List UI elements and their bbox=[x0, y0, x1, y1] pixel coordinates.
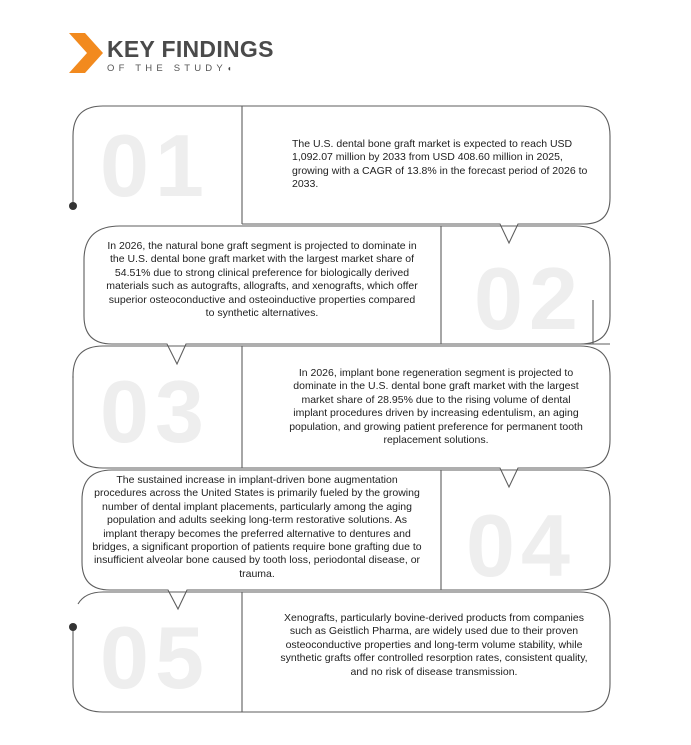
finding-04-text: The sustained increase in implant-driven bone augmentation procedures across the United States is primarily fueled by the growing number of dental implant placements, particularly among the aging population and adults seeking long-term restorative solutions. As implant therapy becomes the preferred alternative to dentures and bridges, a significant proportion of patients require bone grafting due to insufficient alveolar bone caused by tooth loss, periodontal disease, or trauma. bbox=[92, 474, 422, 580]
finding-05-number: 05 bbox=[100, 608, 210, 707]
finding-02-number: 02 bbox=[474, 249, 584, 348]
finding-01-text: The U.S. dental bone graft market is expected to reach USD 1,092.07 million by 2033 from USD 408.60 million in 2025, growing with a CAGR of 13.8% in the forecast period of 2026 to 2033. bbox=[292, 138, 588, 191]
finding-04-number: 04 bbox=[466, 496, 576, 595]
finding-03-number: 03 bbox=[100, 362, 210, 461]
finding-05-text: Xenografts, particularly bovine-derived products from companies such as Geistlich Pharma, are widely used due to their proven osteoconductive properties and long-term volume stability, while synthetic grafts offer controlled resorption rates, consistent quality, and no risk of disease transmission. bbox=[280, 612, 588, 678]
finding-01-dot bbox=[69, 202, 77, 210]
subtitle-mark-icon: ◖ bbox=[226, 64, 232, 73]
page-subtitle-text: OF THE STUDY bbox=[107, 63, 227, 74]
finding-02-text: In 2026, the natural bone graft segment is projected to dominate in the U.S. dental bone graft market with the largest market share of 54.51% due to strong clinical preference for biologically derived materials such as autografts, allografts, and xenografts, which offer superior osteoconductive and osteoinductive properties compared to synthetic alternatives. bbox=[106, 240, 418, 320]
finding-05-dot bbox=[69, 623, 77, 631]
finding-01-number: 01 bbox=[100, 116, 210, 215]
page-title: KEY FINDINGS bbox=[107, 36, 274, 62]
finding-03-text: In 2026, implant bone regeneration segment is projected to dominate in the U.S. dental bone graft market with the largest market share of 28.95% due to the rising volume of dental implant procedures driven by increasing edentulism, an aging population, and growing patient preference for permanent tooth replacement solutions. bbox=[289, 367, 583, 447]
